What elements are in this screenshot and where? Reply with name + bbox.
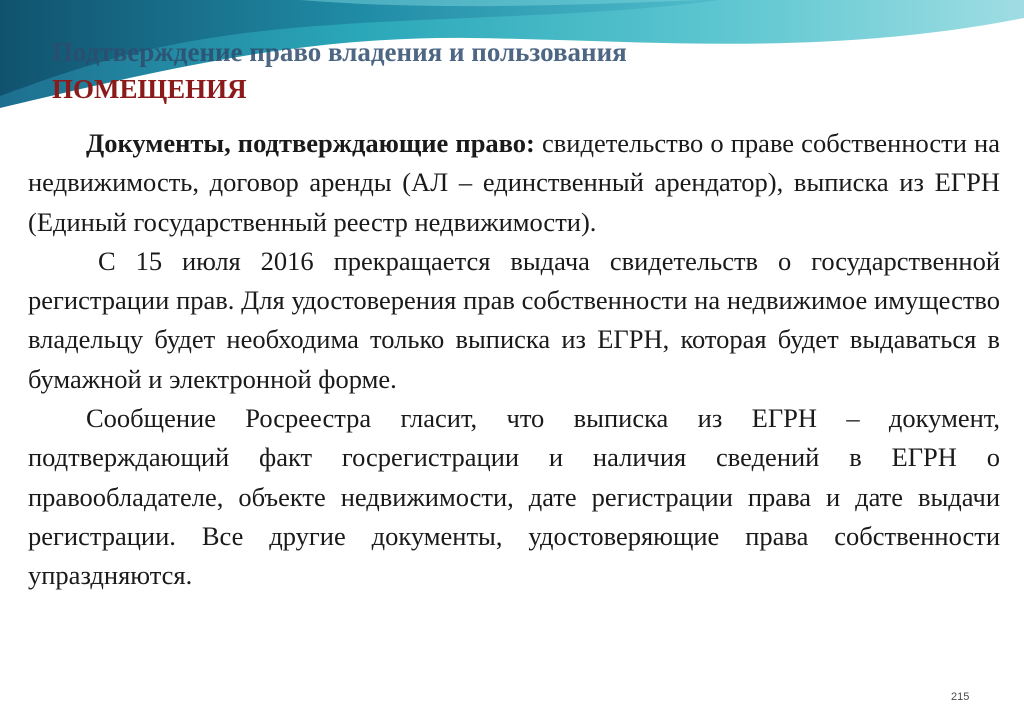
paragraph-rosreestr [28,399,1000,595]
paragraph-lead: Документы, подтверждающие право: [86,128,535,158]
paragraph-text: Сообщение Росреестра гласит, что выписка из ЕГРН – документ, подтверждающий факт госрегистрации и наличия сведений в ЕГРН о правообладателе, объекте недвижимости, дате регистрации права и дате выдачи регистрации. Все другие документы, удостоверяющие права собственности упраздняются. [28,403,1000,591]
paragraph-text: С 15 июля 2016 прекращается выдача свидетельств о государственной регистрации прав. Для удостоверения прав собственности на недвижимое имущество владельцу будет необходима только выписка из ЕГРН, которая будет выдаваться в бумажной и электронной форме. [28,245,1000,394]
title-line-2: ПОМЕЩЕНИЯ [52,74,247,104]
paragraph-text: свидетельство о праве собственности на недвижимость, договор аренды (АЛ – единственный арендатор), выписка из ЕГРН (Единый государственный реестр недвижимости). [28,128,1000,237]
paragraph-july-2016 [28,242,1000,399]
slide-body-text [28,124,1000,596]
page-number: 215 [951,691,970,703]
paragraph-documents [28,124,1000,242]
slide-title [52,36,952,106]
title-line-1: Подтверждение право владения и пользования [52,37,627,67]
